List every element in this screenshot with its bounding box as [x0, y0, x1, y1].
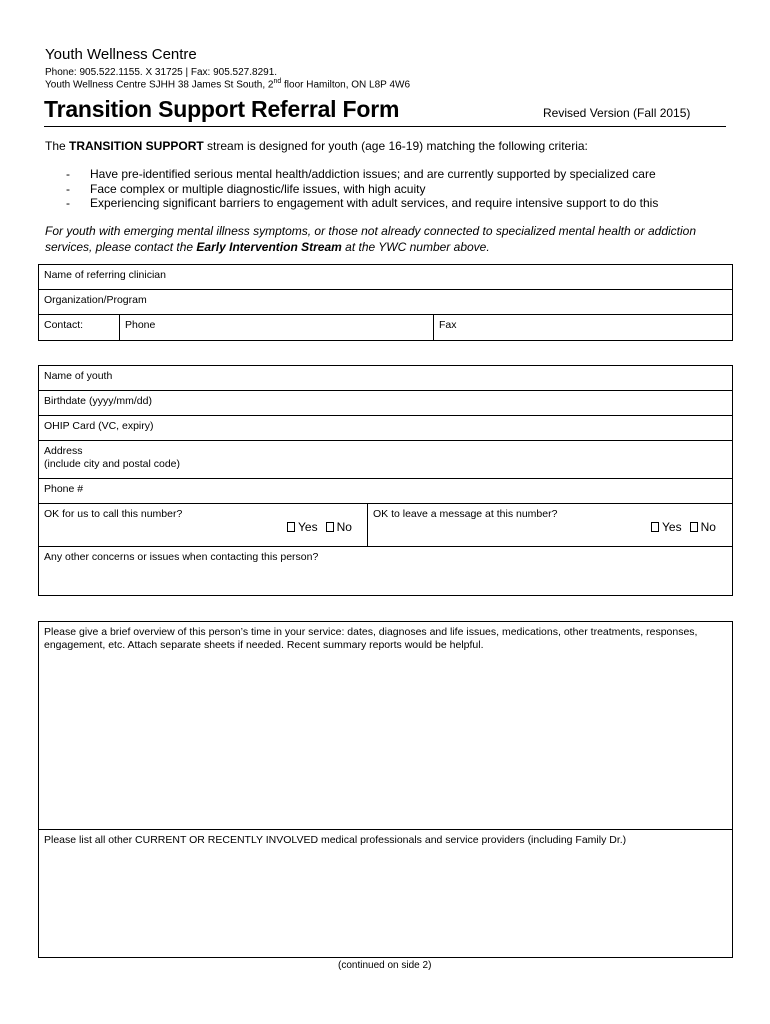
- divider: [367, 504, 368, 546]
- no-label: No: [700, 520, 716, 534]
- overview-field[interactable]: [39, 622, 732, 830]
- address-pre: Youth Wellness Centre SJHH 38 James St South, 2: [45, 79, 274, 91]
- phone-field[interactable]: [120, 315, 433, 341]
- providers-field[interactable]: [39, 830, 732, 958]
- criteria-list: [66, 167, 658, 211]
- fax-label: Fax: [439, 319, 457, 331]
- ohip-field[interactable]: [39, 416, 732, 441]
- clinician-label: Name of referring clinician: [44, 269, 166, 281]
- overview-section: [38, 621, 733, 958]
- intro-bold: TRANSITION SUPPORT: [69, 139, 204, 153]
- address-post: floor Hamilton, ON L8P 4W6: [281, 79, 411, 91]
- title-rule: [44, 126, 726, 127]
- yes-label: Yes: [298, 520, 318, 534]
- criteria-item: - Experiencing significant barriers to engagement with adult services, and require intensive support to do this: [66, 196, 658, 211]
- yes-label: Yes: [662, 520, 682, 534]
- concerns-label: Any other concerns or issues when contacting this person?: [44, 551, 319, 563]
- ok-call-yes-checkbox[interactable]: [287, 522, 295, 532]
- address-field[interactable]: [39, 441, 732, 479]
- organization-field[interactable]: [39, 290, 732, 315]
- contact-label: Contact:: [44, 319, 84, 331]
- ok-call-no-checkbox[interactable]: [326, 522, 334, 532]
- ohip-label: OHIP Card (VC, expiry): [44, 420, 154, 432]
- ok-call-options: [287, 520, 352, 534]
- note-post: at the YWC number above.: [341, 239, 490, 254]
- referrer-section: [38, 264, 733, 341]
- address-label-main: Address: [44, 445, 83, 457]
- intro-text: [45, 139, 588, 153]
- overview-label: Please give a brief overview of this person’s time in your service: dates, diagnoses and life issues, medications, other treatments, responses, engagement, etc. Attach separate sheets if needed. Recent summary reports would be helpful.: [44, 626, 698, 651]
- note-pre: For youth with emerging mental illness symptoms, or those not already connected to specialized mental health or addiction services, please contact the: [45, 224, 697, 254]
- youth-phone-label: Phone #: [44, 483, 84, 495]
- youth-name-label: Name of youth: [44, 370, 113, 382]
- organization-label: Organization/Program: [44, 294, 147, 306]
- ok-message-label: OK to leave a message at this number?: [373, 508, 558, 520]
- criteria-item: - Have pre-identified serious mental health/addiction issues; and are currently supported by specialized care: [66, 167, 658, 182]
- org-name: Youth Wellness Centre: [45, 46, 197, 63]
- ok-message-options: [651, 520, 716, 534]
- youth-phone-field[interactable]: [39, 479, 732, 504]
- revised-version: Revised Version (Fall 2015): [543, 106, 691, 120]
- clinician-field[interactable]: [39, 265, 732, 290]
- address-label-sub: (include city and postal code): [44, 458, 180, 470]
- address-line: [45, 78, 410, 90]
- contact-line: Phone: 905.522.1155. X 31725 | Fax: 905.527.8291.: [45, 67, 278, 78]
- continued-note: (continued on side 2): [338, 960, 432, 971]
- address-sup: nd: [273, 78, 282, 85]
- birthdate-label: Birthdate (yyyy/mm/dd): [44, 395, 152, 407]
- ok-message-yes-checkbox[interactable]: [651, 522, 659, 532]
- ok-call-label: OK for us to call this number?: [44, 508, 183, 520]
- intro-post: stream is designed for youth (age 16-19) matching the following criteria:: [203, 139, 588, 153]
- youth-name-field[interactable]: [39, 366, 732, 391]
- note-bold: Early Intervention Stream: [196, 239, 342, 254]
- early-intervention-note: [45, 224, 735, 255]
- address-label: [44, 445, 180, 471]
- ok-message-no-checkbox[interactable]: [690, 522, 698, 532]
- ok-row: [39, 504, 732, 547]
- criteria-item: - Face complex or multiple diagnostic/life issues, with high acuity: [66, 182, 658, 197]
- contact-row: [39, 315, 732, 341]
- birthdate-field[interactable]: [39, 391, 732, 416]
- form-title: Transition Support Referral Form: [44, 96, 400, 122]
- phone-label: Phone: [125, 319, 156, 331]
- youth-section: [38, 365, 733, 596]
- concerns-field[interactable]: [39, 547, 732, 596]
- intro-pre: The: [45, 139, 70, 153]
- no-label: No: [336, 520, 352, 534]
- providers-label: Please list all other CURRENT OR RECENTLY INVOLVED medical professionals and service providers (including Family Dr.): [44, 834, 627, 846]
- fax-field[interactable]: [434, 315, 732, 341]
